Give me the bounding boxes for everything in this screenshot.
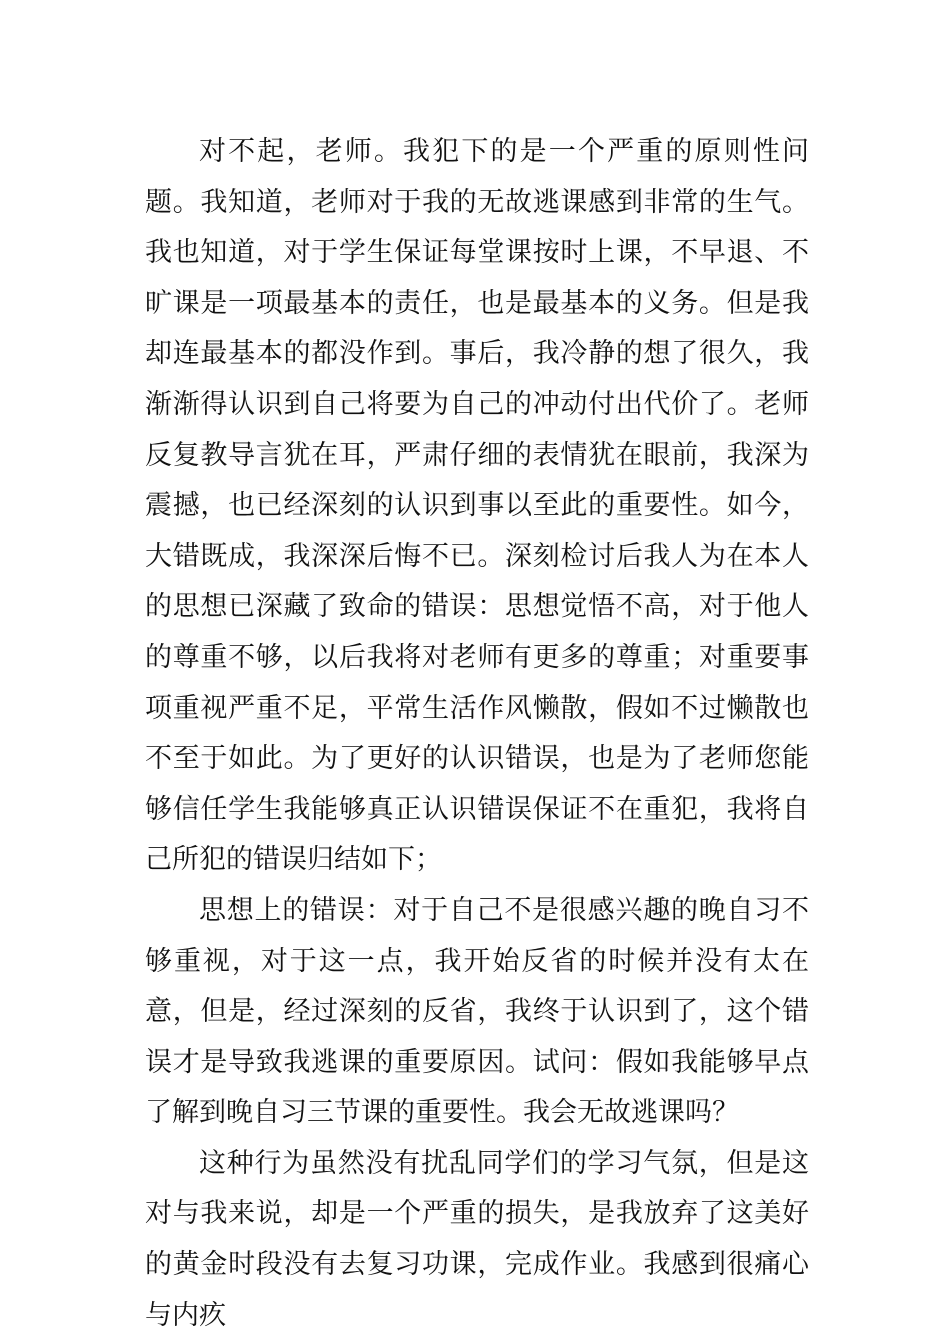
- document-body: [145, 127, 809, 1341]
- paragraph-2: 思想上的错误：对于自己不是很感兴趣的晚自习不够重视，对于这一点，我开始反省的时候并没有太在意，但是，经过深刻的反省，我终于认识到了，这个错误才是导致我逃课的重要原因。试问：假如我能够早点了解到晚自习三节课的重要性。我会无故逃课吗？: [145, 894, 809, 1129]
- paragraph-3: 这种行为虽然没有扰乱同学们的学习气氛，但是这对与我来说，却是一个严重的损失，是我放弃了这美好的黄金时段没有去复习功课，完成作业。我感到很痛心与内疚: [145, 1147, 809, 1331]
- paragraph-1: 对不起，老师。我犯下的是一个严重的原则性问题。我知道，老师对于我的无故逃课感到非常的生气。我也知道，对于学生保证每堂课按时上课，不早退、不旷课是一项最基本的责任，也是最基本的义务。但是我却连最基本的都没作到。事后，我冷静的想了很久，我渐渐得认识到自己将要为自己的冲动付出代价了。老师反复教导言犹在耳，严肃仔细的表情犹在眼前，我深为震撼，也已经深刻的认识到事以至此的重要性。如今，大错既成，我深深后悔不已。深刻检讨后我人为在本人的思想已深藏了致命的错误：思想觉悟不高，对于他人的尊重不够，以后我将对老师有更多的尊重；对重要事项重视严重不足，平常生活作风懒散，假如不过懒散也不至于如此。为了更好的认识错误，也是为了老师您能够信任学生我能够真正认识错误保证不在重犯，我将自己所犯的错误归结如下；: [145, 136, 809, 876]
